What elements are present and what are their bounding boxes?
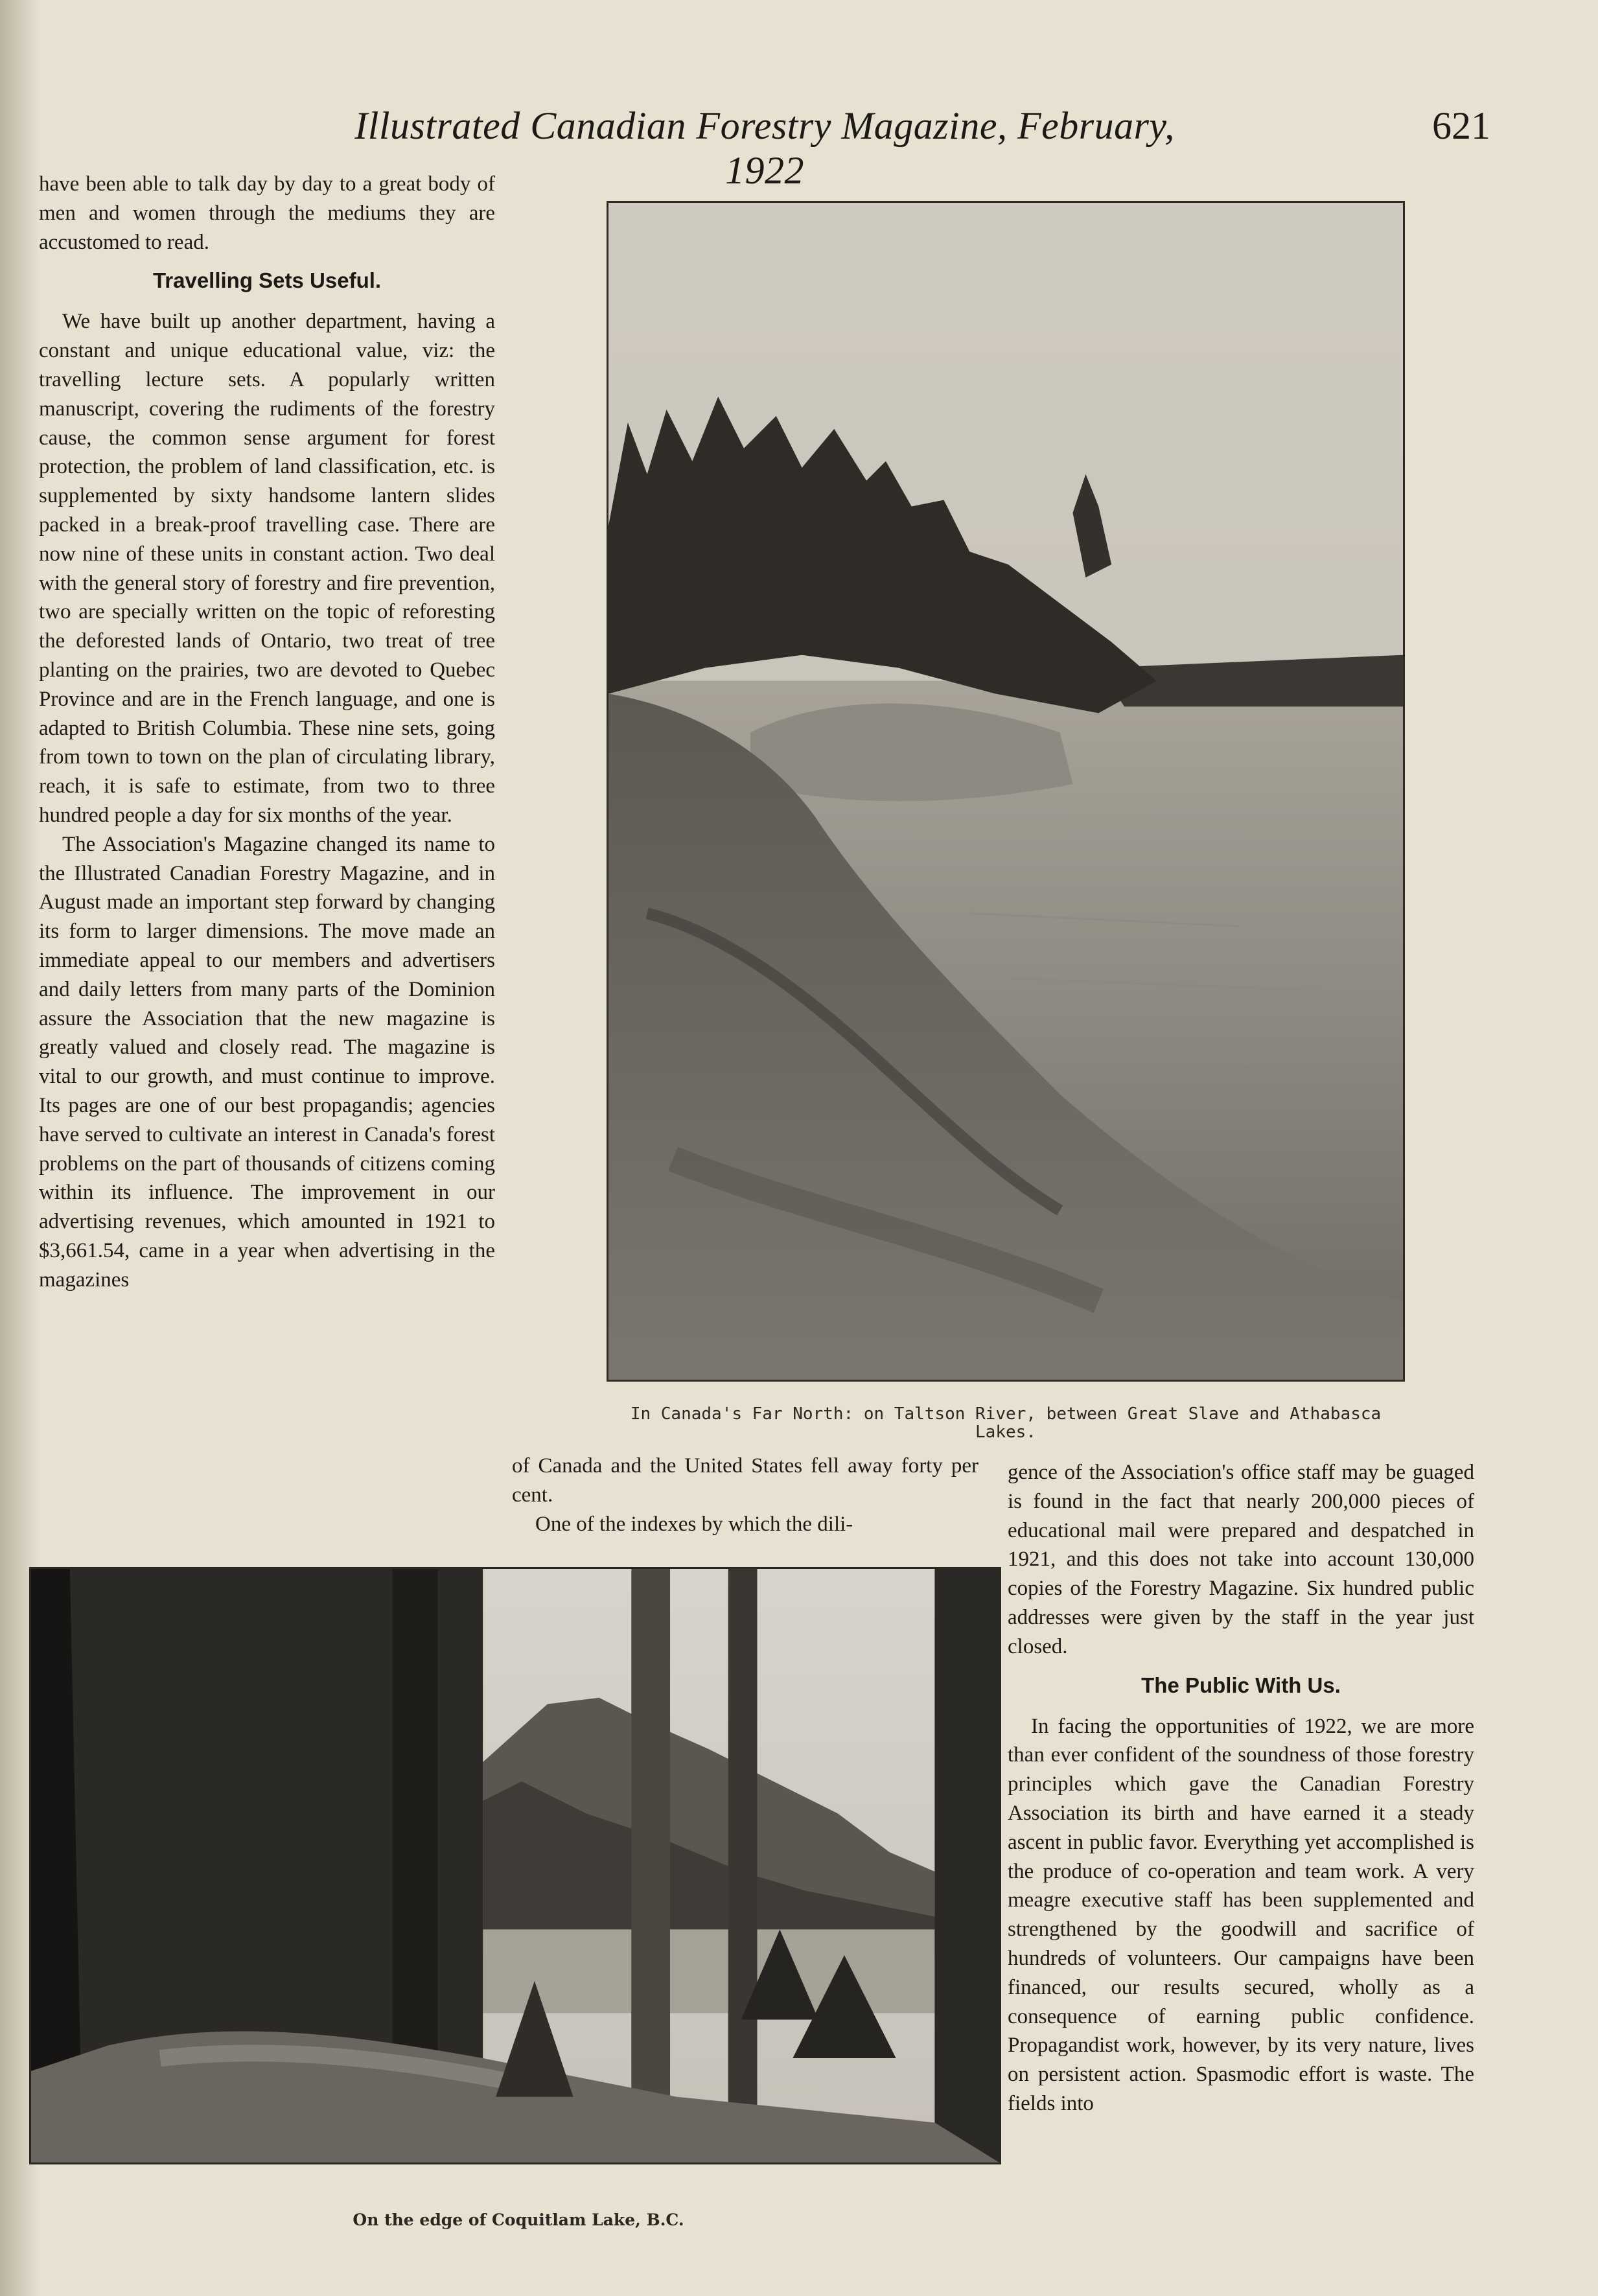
right-column <box>1008 1458 1474 2118</box>
page-number: 621 <box>1432 104 1490 147</box>
paragraph: of Canada and the United States fell away forty per cent. <box>512 1454 978 1507</box>
paragraph: The Association's Magazine changed its name to the Illustrated Canadian Forestry Magazine, and in August made an important step forward by changing its form to larger dimensions. The move made an immediate appeal to our members and advertisers and daily letters from many parts of the Dominion assure the Association that the new magazine is greatly valued and closely read. The magazine is vital to our growth, and must continue to improve. Its pages are one of our best propagandis; agencies have served to cultivate an interest in Canada's forest problems on the part of thousands of citizens coming within its influence. The improvement in our advertising revenues, which amounted in 1921 to $3,661.54, came in a year when advertising in the magazines <box>39 832 495 1292</box>
forest-lake-image <box>31 1569 999 2163</box>
middle-column <box>512 1452 978 1538</box>
photo-taltson-river <box>607 201 1405 1382</box>
photo-coquitlam-lake <box>29 1567 1001 2164</box>
photo-caption: In Canada's Far North: on Taltson River, between Great Slave and Athabasca Lakes. <box>630 1404 1382 1442</box>
paragraph: have been able to talk day by day to a great body of men and women through the mediums they are accustomed to read. <box>39 172 495 254</box>
paragraph: gence of the Association's office staff may be guaged is found in the fact that nearly 200,000 pieces of educational mail were prepared and despatched in 1921, and this does not take into account 130,000 copies of the Forestry Magazine. Six hundred public addresses were given by the staff in the year just closed. <box>1008 1461 1474 1658</box>
photo-caption: On the edge of Coquitlam Lake, B.C. <box>353 2210 684 2229</box>
paragraph: In facing the opportunities of 1922, we are more than ever confident of the soundness of those forestry principles which gave the Canadian Forestry Association its birth and have earned it a steady ascent in public favor. Everything yet accomplished is the produce of co-operation and team work. A very meagre executive staff has been supplemented and strengthened by the goodwill and sacrifice of hundreds of volunteers. Our campaigns have been financed, our results secured, wholly as a consequence of earning public confidence. Propagandist work, however, by its very nature, lives on persistent action. Spasmodic effort is waste. The fields into <box>1008 1714 1474 2115</box>
river-landscape-image <box>608 203 1403 1380</box>
paragraph: We have built up another department, having a constant and unique educational value, viz: the travelling lecture sets. A popularly written manuscript, covering the rudiments of the forestry cause, the common sense argument for forest protection, the problem of land classification, etc. is supplemented by sixty handsome lantern slides packed in a break-proof travelling case. There are now nine of these units in constant action. Two deal with the general story of forestry and fire prevention, two are specially written on the topic of reforesting the deforested lands of Ontario, two treat of tree planting on the prairies, two are devoted to Quebec Province and are in the French language, and one is adapted to British Columbia. These nine sets, going from town to town on the plan of circulating library, reach, it is safe to estimate, from two to three hundred people a day for six months of the year. <box>39 310 495 827</box>
section-heading: The Public With Us. <box>1141 1673 1341 1697</box>
paragraph: One of the indexes by which the dili- <box>535 1512 853 1536</box>
running-head: Illustrated Canadian Forestry Magazine, February, 1922 <box>354 104 1175 192</box>
section-heading: Travelling Sets Useful. <box>152 268 382 293</box>
left-column <box>39 170 495 1294</box>
